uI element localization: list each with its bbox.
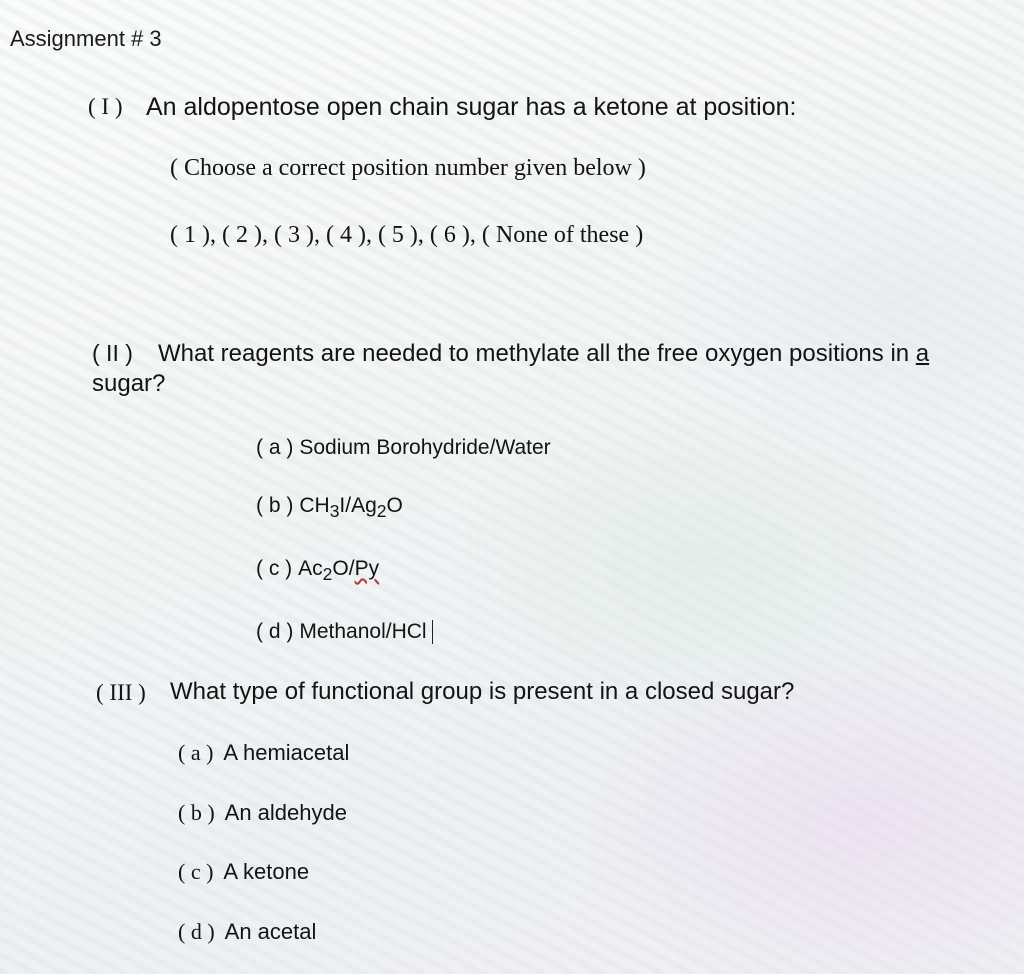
q3-option-b-letter: ( b ) — [178, 800, 215, 825]
q2-option-a[interactable] — [256, 436, 551, 460]
q2-option-c[interactable] — [256, 557, 379, 585]
q2-option-b-letter: ( b ) — [256, 494, 294, 517]
q1-option-3[interactable]: ( 3 ), — [273, 222, 320, 248]
q3-option-d-text: An acetal — [224, 919, 317, 944]
q2-option-a-text: Sodium Borohydride/Water — [299, 436, 551, 459]
q3-option-a-letter: ( a ) — [178, 740, 214, 765]
question-2-text-line-2: sugar? — [92, 370, 166, 397]
question-1-text: An aldopentose open chain sugar has a ketone at position: — [146, 93, 797, 121]
q3-option-b[interactable] — [178, 800, 347, 826]
q2-option-b[interactable] — [256, 494, 403, 522]
question-2-label: ( II ) — [92, 340, 133, 366]
q2-option-b-formula: $CH_3I/Ag_2O$ — [299, 494, 403, 522]
question-2-text-underlined-a: a — [915, 340, 930, 367]
question-1-options — [170, 222, 643, 249]
q1-option-6[interactable]: ( 6 ), — [429, 222, 476, 248]
q1-option-2[interactable]: ( 2 ), — [221, 222, 268, 248]
q3-option-c-letter: ( c ) — [178, 859, 214, 884]
q3-option-a-text: A hemiacetal — [223, 740, 350, 765]
question-1-label: ( I ) — [88, 94, 123, 119]
question-1-instruction: ( Choose a correct position number given below ) — [170, 155, 646, 181]
q2-option-c-formula: $Ac_2O/Py$ — [298, 557, 380, 585]
q1-option-5[interactable]: ( 5 ), — [377, 222, 424, 248]
q1-option-1[interactable]: ( 1 ), — [170, 222, 216, 248]
q3-option-c-text: A ketone — [223, 859, 310, 884]
q2-option-d-letter: ( d ) — [256, 620, 294, 643]
q1-option-4[interactable]: ( 4 ), — [325, 222, 372, 248]
question-2-text-line-1 — [158, 340, 929, 368]
spellcheck-underline: Py — [354, 557, 380, 580]
q3-option-c[interactable] — [178, 859, 309, 885]
q2-option-c-letter: ( c ) — [256, 557, 293, 580]
q3-option-a[interactable] — [178, 740, 349, 766]
text-cursor — [432, 620, 434, 644]
q3-option-d[interactable] — [178, 919, 316, 945]
q2-option-d-text: Methanol/HCl — [299, 620, 427, 643]
q3-option-d-letter: ( d ) — [178, 919, 215, 944]
assignment-title: Assignment # 3 — [10, 26, 162, 51]
q2-option-d[interactable] — [256, 620, 433, 644]
q2-option-a-letter: ( a ) — [256, 436, 294, 459]
question-2-text-main: What reagents are needed to methylate all the free oxygen positions in — [158, 340, 910, 367]
question-3-text: What type of functional group is present in a closed sugar? — [170, 678, 795, 705]
q1-option-none[interactable]: ( None of these ) — [481, 222, 644, 248]
question-3-label: ( III ) — [96, 680, 146, 705]
q3-option-b-text: An aldehyde — [224, 800, 347, 825]
